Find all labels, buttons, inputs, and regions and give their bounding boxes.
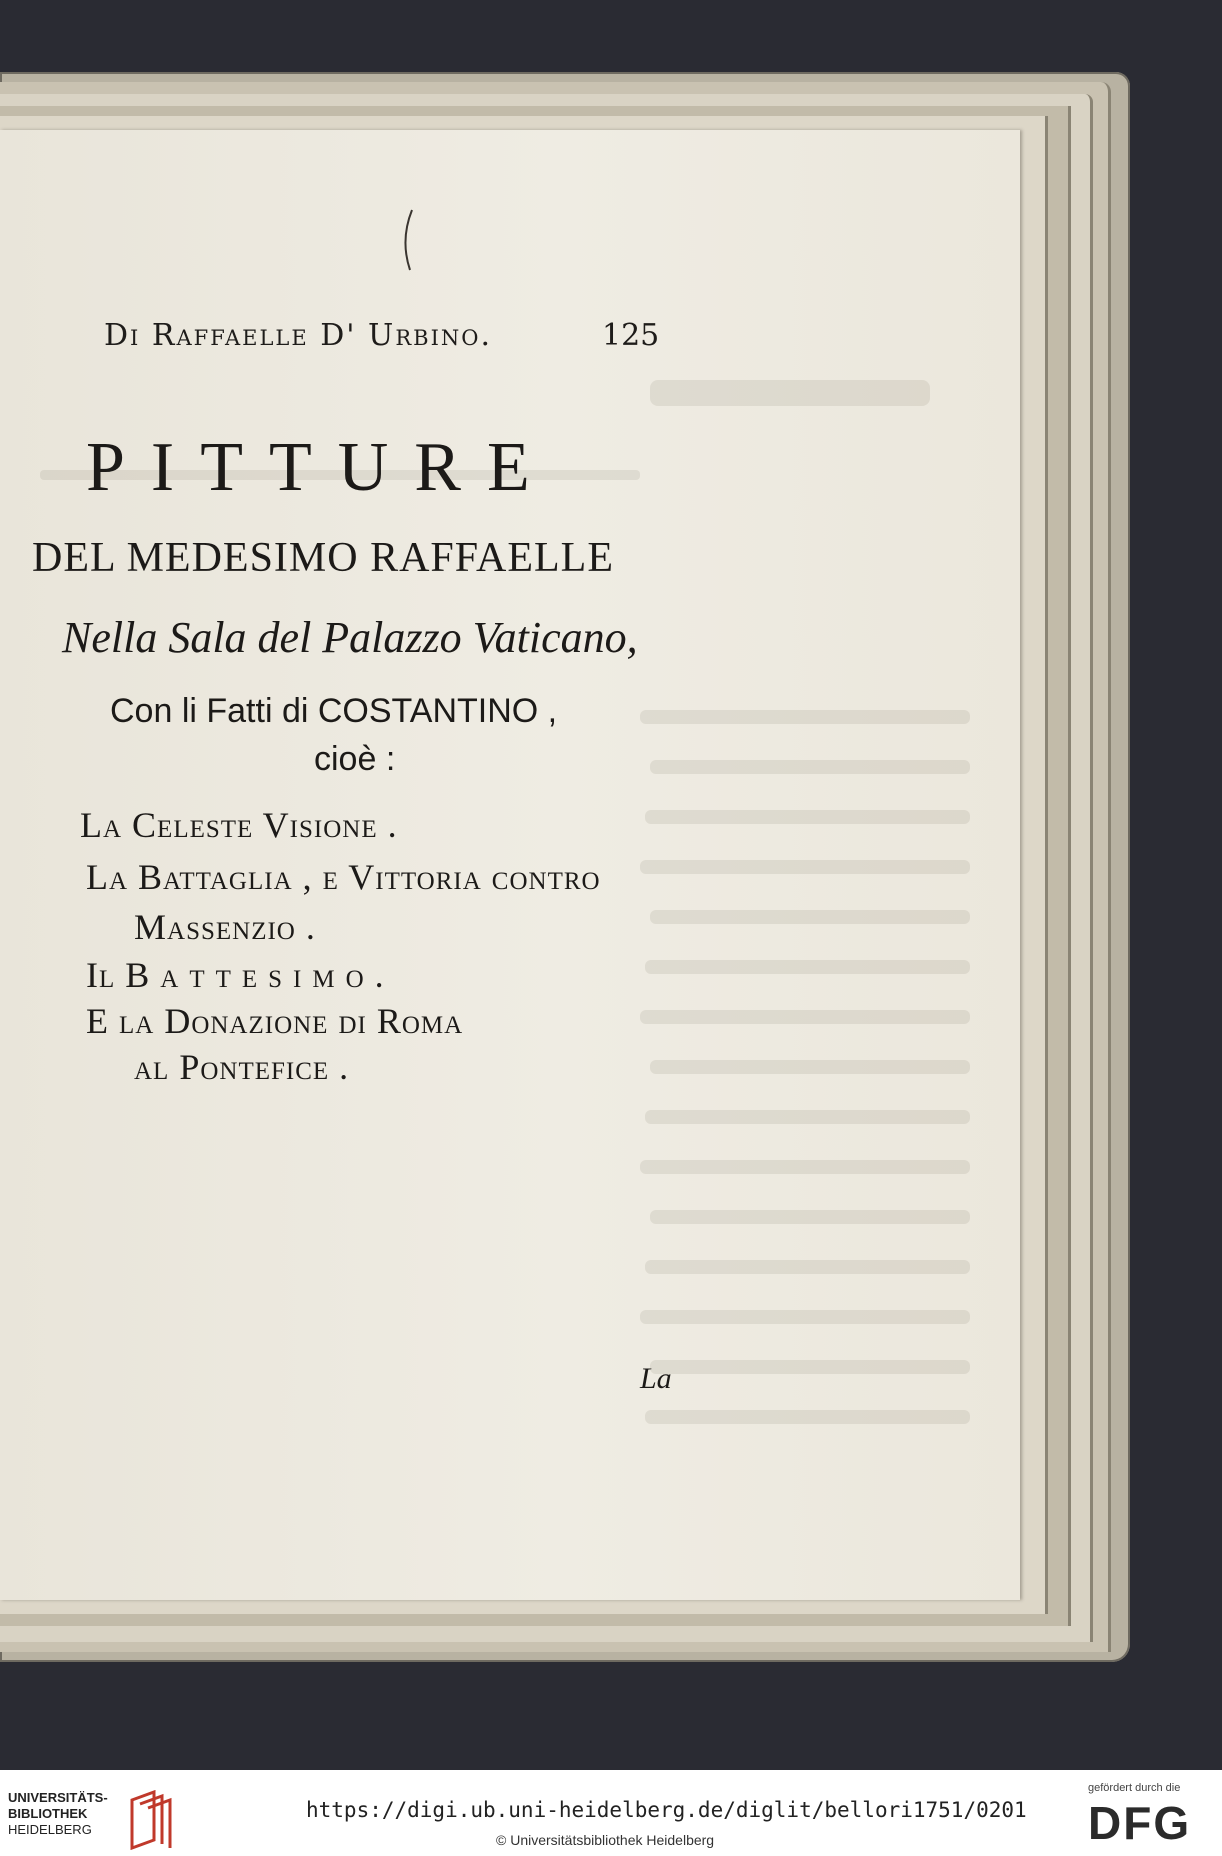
page-title: PITTURE bbox=[86, 429, 556, 506]
library-logo[interactable] bbox=[8, 1790, 168, 1846]
italic-heading: Nella Sala del Palazzo Vaticano, bbox=[62, 613, 638, 662]
list-item: La Celeste Visione . bbox=[80, 805, 398, 845]
catchword: La bbox=[640, 1362, 672, 1395]
logo-line: UNIVERSITÄTS- bbox=[8, 1790, 108, 1805]
running-head: Di Raffaelle D' Urbino. bbox=[104, 318, 492, 353]
dfg-logo[interactable]: DFG bbox=[1088, 1797, 1192, 1849]
list-item: Massenzio . bbox=[134, 907, 316, 947]
logo-line: BIBLIOTHEK bbox=[8, 1806, 88, 1821]
list-item: Il B a t t e s i m o . bbox=[86, 955, 385, 995]
section-line-cont: cioè : bbox=[314, 740, 396, 778]
subtitle: DEL MEDESIMO RAFFAELLE bbox=[32, 535, 614, 581]
copyright-text: © Universitätsbibliothek Heidelberg bbox=[496, 1832, 715, 1848]
footer-bar bbox=[0, 1770, 1222, 1856]
list-item: La Battaglia , e Vittoria contro bbox=[86, 857, 601, 897]
section-line: Con li Fatti di COSTANTINO , bbox=[110, 692, 558, 730]
library-mark-icon bbox=[124, 1790, 176, 1850]
dfg-label: gefördert durch die bbox=[1088, 1782, 1181, 1794]
permalink-url[interactable]: https://digi.ub.uni-heidelberg.de/diglit/bellori1751/0201 bbox=[306, 1798, 1027, 1822]
list-item: al Pontefice . bbox=[134, 1047, 350, 1087]
page-number: 125 bbox=[602, 318, 660, 353]
list-item: E la Donazione di Roma bbox=[86, 1001, 464, 1041]
logo-line: HEIDELBERG bbox=[8, 1822, 92, 1837]
